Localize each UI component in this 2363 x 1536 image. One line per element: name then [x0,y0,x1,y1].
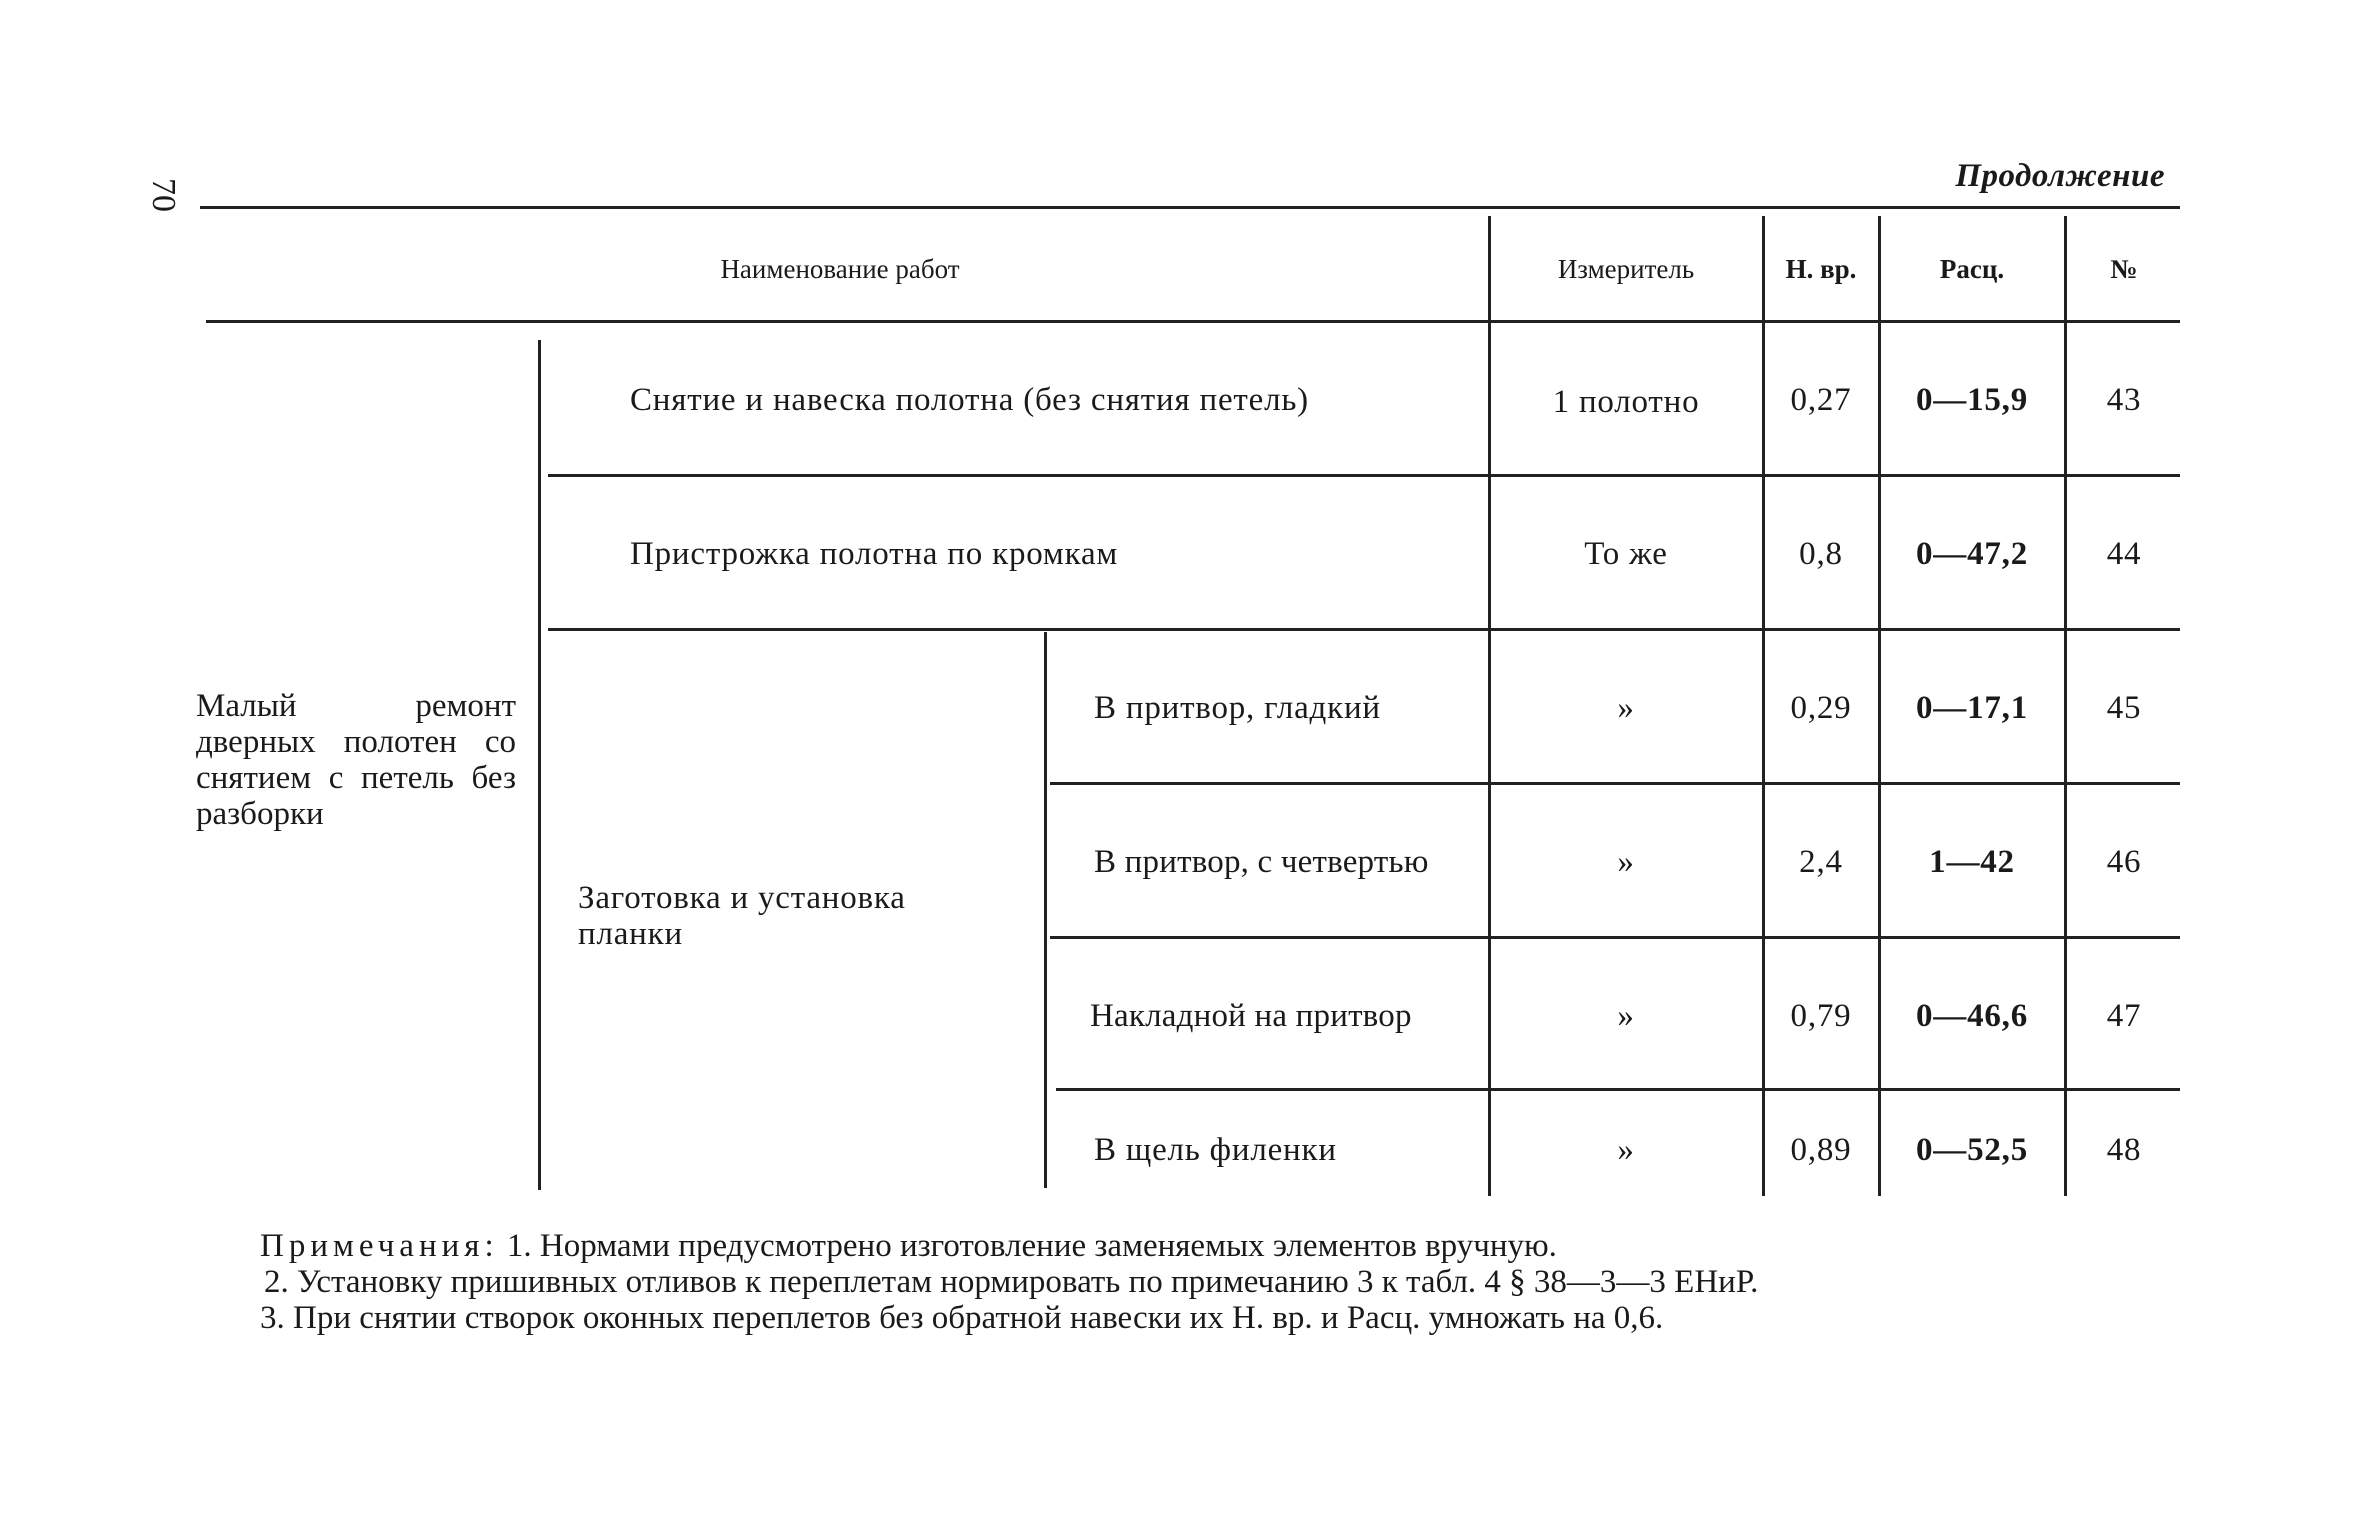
row-time: 0,8 [1799,536,1843,572]
rate-column-rule [1878,216,1881,1196]
row-divider [1050,936,2180,939]
row-rate: 0—47,2 [1915,536,2029,572]
number-column-rule [2064,216,2067,1196]
row-number: 48 [2106,1132,2142,1168]
header-number: № [2110,254,2138,284]
row-divider [1050,782,2180,785]
row-rate: 0—52,5 [1915,1132,2029,1168]
note-line-3: 3. При снятии створок оконных переплетов без обратной навески их Н. вр. и Расц. умножать на 0,6. [260,1300,1664,1336]
header-rate: Расц. [1939,254,2005,284]
row-divider [1056,1088,2180,1091]
row-time: 0,89 [1790,1132,1852,1168]
subgroup-column-rule [1044,632,1047,1188]
continuation-label: Продолжение [1955,158,2165,194]
row-unit: 1 полотно [1552,384,1700,420]
header-name: Наименование работ [720,254,960,284]
row-number: 45 [2106,690,2142,726]
row-time: 0,29 [1790,690,1852,726]
row-number: 43 [2106,382,2142,418]
page-number: 70 [145,178,182,212]
notes-label: Примечания: [260,1228,499,1264]
unit-column-rule [1488,216,1491,1196]
row-name: Снятие и навеска полотна (без снятия петель) [630,382,1309,418]
row-unit: То же [1584,536,1668,572]
table-top-rule [200,206,2180,209]
row-time: 0,79 [1790,998,1852,1034]
row-unit: » [1617,998,1635,1034]
row-unit: » [1617,844,1635,880]
header-unit: Измеритель [1557,254,1695,284]
group-column-rule [538,340,541,1190]
row-number: 47 [2106,998,2142,1034]
row-name: В притвор, гладкий [1094,690,1381,726]
row-number: 44 [2106,536,2142,572]
row-time: 2,4 [1799,844,1843,880]
subgroup-label: Заготовка и установка планки [578,880,906,952]
row-name: В щель филенки [1094,1132,1337,1168]
note-line-1 [260,1228,2160,1264]
row-divider [548,628,2180,631]
row-unit: » [1617,1132,1635,1168]
row-rate: 1—42 [1929,844,2015,880]
row-divider [548,474,2180,477]
row-name: В притвор, с четвертью [1094,844,1429,880]
note-line-2: 2. Установку пришивных отливов к переплетам нормировать по примечанию 3 к табл. 4 § 38—3—3 ЕНиР. [264,1264,1759,1300]
header-time: Н. вр. [1785,254,1857,284]
header-bottom-rule [206,320,2180,323]
row-rate: 0—15,9 [1915,382,2029,418]
time-column-rule [1762,216,1765,1196]
row-unit: » [1617,690,1635,726]
note-1-text: 1. Нормами предусмотрено изготовление заменяемых элементов вручную. [506,1228,1557,1264]
group-label: Малый ремонт дверных полотен со снятием с петель без разборки [196,688,516,832]
row-name: Накладной на притвор [1090,998,1412,1034]
row-rate: 0—46,6 [1915,998,2029,1034]
notes-block [260,1228,2160,1336]
row-number: 46 [2106,844,2142,880]
row-name: Пристрожка полотна по кромкам [630,536,1119,572]
row-rate: 0—17,1 [1915,690,2029,726]
row-time: 0,27 [1790,382,1852,418]
